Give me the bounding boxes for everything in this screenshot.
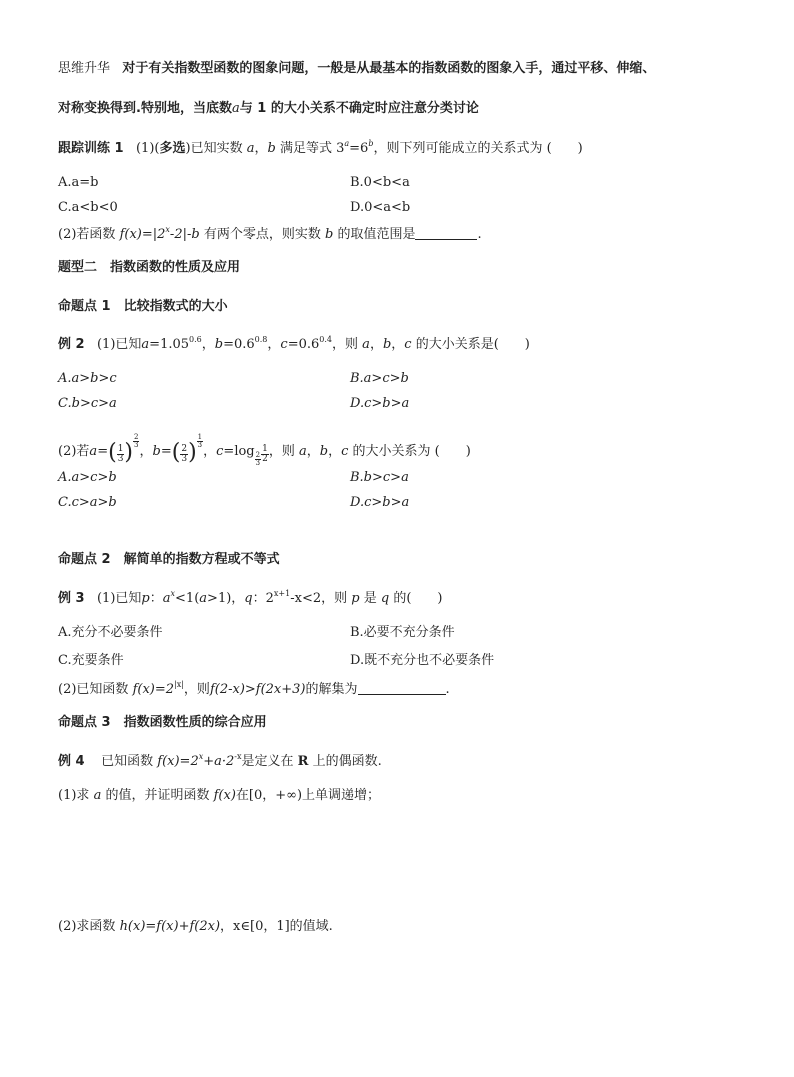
ex4-fn: f(x)=2 [157,754,199,769]
log-base-den: 3 [255,459,261,467]
insight-text-2a: 对称变换得到.特别地，当底数 [58,101,232,116]
example2-q2: (2)若a=( $\frac{1}{3}$ ) $\frac{2}{3}$ ，b=( $\frac{2}{3}$ ) $\frac{1}{3}$ ，c=log $\frac{2}{3}$ $\frac{1}{2}$ ，则 a，b，c 的大小关系为 ( ) [58,433,471,467]
ex3-opt-d: D.既不充分也不必要条件 [350,653,495,668]
frac-b-num: 2 [181,444,188,454]
ex2-opt2-a: A.a>c>b [58,470,117,485]
ex2-opt2-d: D.c>b>a [350,495,410,510]
ex2-opt1-d: D.c>b>a [350,396,410,411]
ex2-exp1: 0.6 [189,335,202,344]
section-title-2: 题型二 指数函数的性质及应用 [58,260,241,275]
ex2-exp3: 0.4 [319,335,333,344]
ex2-q1-e: ，则 [332,337,359,352]
point-title-2: 命题点 2 解简单的指数方程或不等式 [58,552,280,567]
ex2-q2-a: (2)若 [58,444,90,459]
exp-a-num: 2 [134,433,139,441]
ex3-q2-e: 的解集为 [305,682,358,697]
ex3-q1-h: 的( ) [393,591,443,606]
ex4-q1-a: (1)求 [58,788,90,803]
example4-q1: (1)求 a 的值，并证明函数 f(x)在[0，+∞)上单调递增； [58,788,381,803]
example2-q1: 例 2 (1)已知$a=1.05^{0.6}$，$b=0.6^{0.8}$，$c=0.6^{0.4}$，则 a，b，c 的大小关系是( ) [58,335,530,352]
ex2-q1-f: 的大小关系是( ) [415,337,530,352]
ex2-q1-d: =0.6 [287,337,320,352]
ex3-q1-c: <1( [175,591,200,606]
ex3-q2-ineq: f(2-x)>f(2x+3) [209,682,306,697]
ex3-opt-a: A.充分不必要条件 [58,625,163,640]
ex3-q2-a: (2)已知函数 [58,682,129,697]
example4-label: 例 4 [58,754,85,769]
point-title-3: 命题点 3 指数函数性质的综合应用 [58,715,267,730]
multi-select-tag: 多选 [159,141,186,156]
ex3-exp2: x+1 [273,589,291,598]
practice-q1-b: 满足等式 3 [279,141,345,156]
real-set-symbol: R [297,754,309,769]
practice-q2-a: (2)若函数 [58,227,116,242]
insight-line-2 [58,100,479,118]
ex3-q1-b: ： [149,591,163,606]
ex3-q1-e: ：2 [252,591,274,606]
ex3-opt-b: B.必要不充分条件 [350,625,455,640]
practice-option-c: C.a<b<0 [58,200,118,215]
exp-b-den: 3 [197,441,203,449]
ex4-stem-d: 是定义在 [241,754,294,769]
ex2-opt1-c: C.b>c>a [58,396,117,411]
ex2-q2-tail2: 的大小关系为 ( ) [352,444,471,459]
practice-q1-d: ，则下列可能成立的关系式为 ( ) [373,141,583,156]
practice-option-d: D.0<a<b [350,200,411,215]
answer-blank-2[interactable] [358,681,446,695]
ex2-opt1-b: B.a>c>b [350,371,409,386]
practice-option-b: B.0<b<a [350,175,410,190]
practice-q2: (2)若函数 $f(x)=|2^x-2|-b$ 有两个零点，则实数 b 的取值范围是 . [58,225,482,242]
frac-b-den: 3 [181,454,188,464]
ex3-q1-a: (1)已知 [96,591,142,606]
ex4-q2-c: ，x∈[0，1]的值域. [220,919,333,934]
ex4-stem-a: 已知函数 [101,754,154,769]
ex4-q2-fn: h(x)=f(x)+f(2x) [119,919,221,934]
practice-q1: 跟踪训练 1 (1)(多选)已知实数 a，b 满足等式 $3^a=6^b$，则下列可能成立的关系式为 ( ) [58,139,583,156]
ex4-fn-tail: +a·2 [203,754,235,769]
insight-var: a [231,101,240,116]
answer-blank[interactable] [415,226,477,240]
ex4-q1-d: 在[0，+∞)上单调递增； [235,788,381,803]
practice-q1-c: =6 [349,141,369,156]
log-arg-num: 1 [262,444,268,454]
ex4-exp2: -x [234,752,242,761]
practice-label: 跟踪训练 1 [58,141,124,156]
ex2-q2-tail: ，则 [268,444,295,459]
ex2-opt2-c: C.c>a>b [58,495,117,510]
ex4-q1-fn: f(x) [213,788,236,803]
practice-q2-e: 的取值范围是 [337,227,416,242]
frac-a-den: 3 [117,454,124,464]
example3-q2: (2)已知函数 $f(x)=2^{|x|}$，则f(2-x)>f(2x+3)的解集为 . [58,680,450,697]
exp-a-den: 3 [134,441,139,449]
exp-b-num: 1 [197,433,203,441]
ex4-stem-e: 上的偶函数. [312,754,382,769]
practice-q2-fn-tail: -2|-b [169,227,200,242]
ex3-q1-g: 是 [363,591,377,606]
insight-line-1 [58,60,655,78]
example2-label: 例 2 [58,337,85,352]
ex2-opt2-b: B.b>c>a [350,470,409,485]
example3-q1: 例 3 (1)已知p：$a^x<1(a>1)$，q：$2^{x+1}-x<2$，则 p 是 q 的( ) [58,589,443,606]
ex3-q2-fn: f(x)=2 [132,682,175,697]
log-base-num: 2 [255,451,261,459]
ex2-exp2: 0.8 [254,335,268,344]
practice-q2-fn: f(x)=|2 [119,227,166,242]
example3-label: 例 3 [58,591,85,606]
log-text: =log [223,444,255,459]
ex3-q2-exp: |x| [174,680,184,689]
ex2-q1-c: =0.6 [223,337,255,352]
ex3-q1-f: -x<2，则 [290,591,348,606]
ex2-q1-a: (1)已知 [96,337,142,352]
ex4-q1-b: 的值，并证明函数 [105,788,210,803]
ex3-opt-c: C.充要条件 [58,653,124,668]
example4-q2 [58,918,333,936]
insight-text-1: 对于有关指数型函数的图象问题，一般是从最基本的指数函数的图象入手，通过平移、伸缩、 [122,61,656,76]
ex4-q2-a: (2)求函数 [58,919,116,934]
example4-stem: 例 4 已知函数 $f(x)=2^x+a\cdot 2^{-x}$是定义在 R 上的偶函数. [58,752,382,769]
practice-q2-d: 有两个零点，则实数 [203,227,321,242]
point-title-1: 命题点 1 比较指数式的大小 [58,299,228,314]
practice-option-a: A.a=b [58,175,99,190]
log-arg-den: 2 [262,454,268,464]
ex3-q2-c: ，则 [183,682,210,697]
ex3-q1-d: >1)， [207,591,245,606]
ex2-q1-b: =1.05 [149,337,190,352]
frac-a-num: 1 [117,444,124,454]
practice-q1-a: )已知实数 [185,141,243,156]
ex2-opt1-a: A.a>b>c [58,371,117,386]
insight-text-2b: 与 1 的大小关系不确定时应注意分类讨论 [239,101,479,116]
insight-label: 思维升华 [58,61,111,76]
practice-q1-num: (1)( [135,141,160,156]
